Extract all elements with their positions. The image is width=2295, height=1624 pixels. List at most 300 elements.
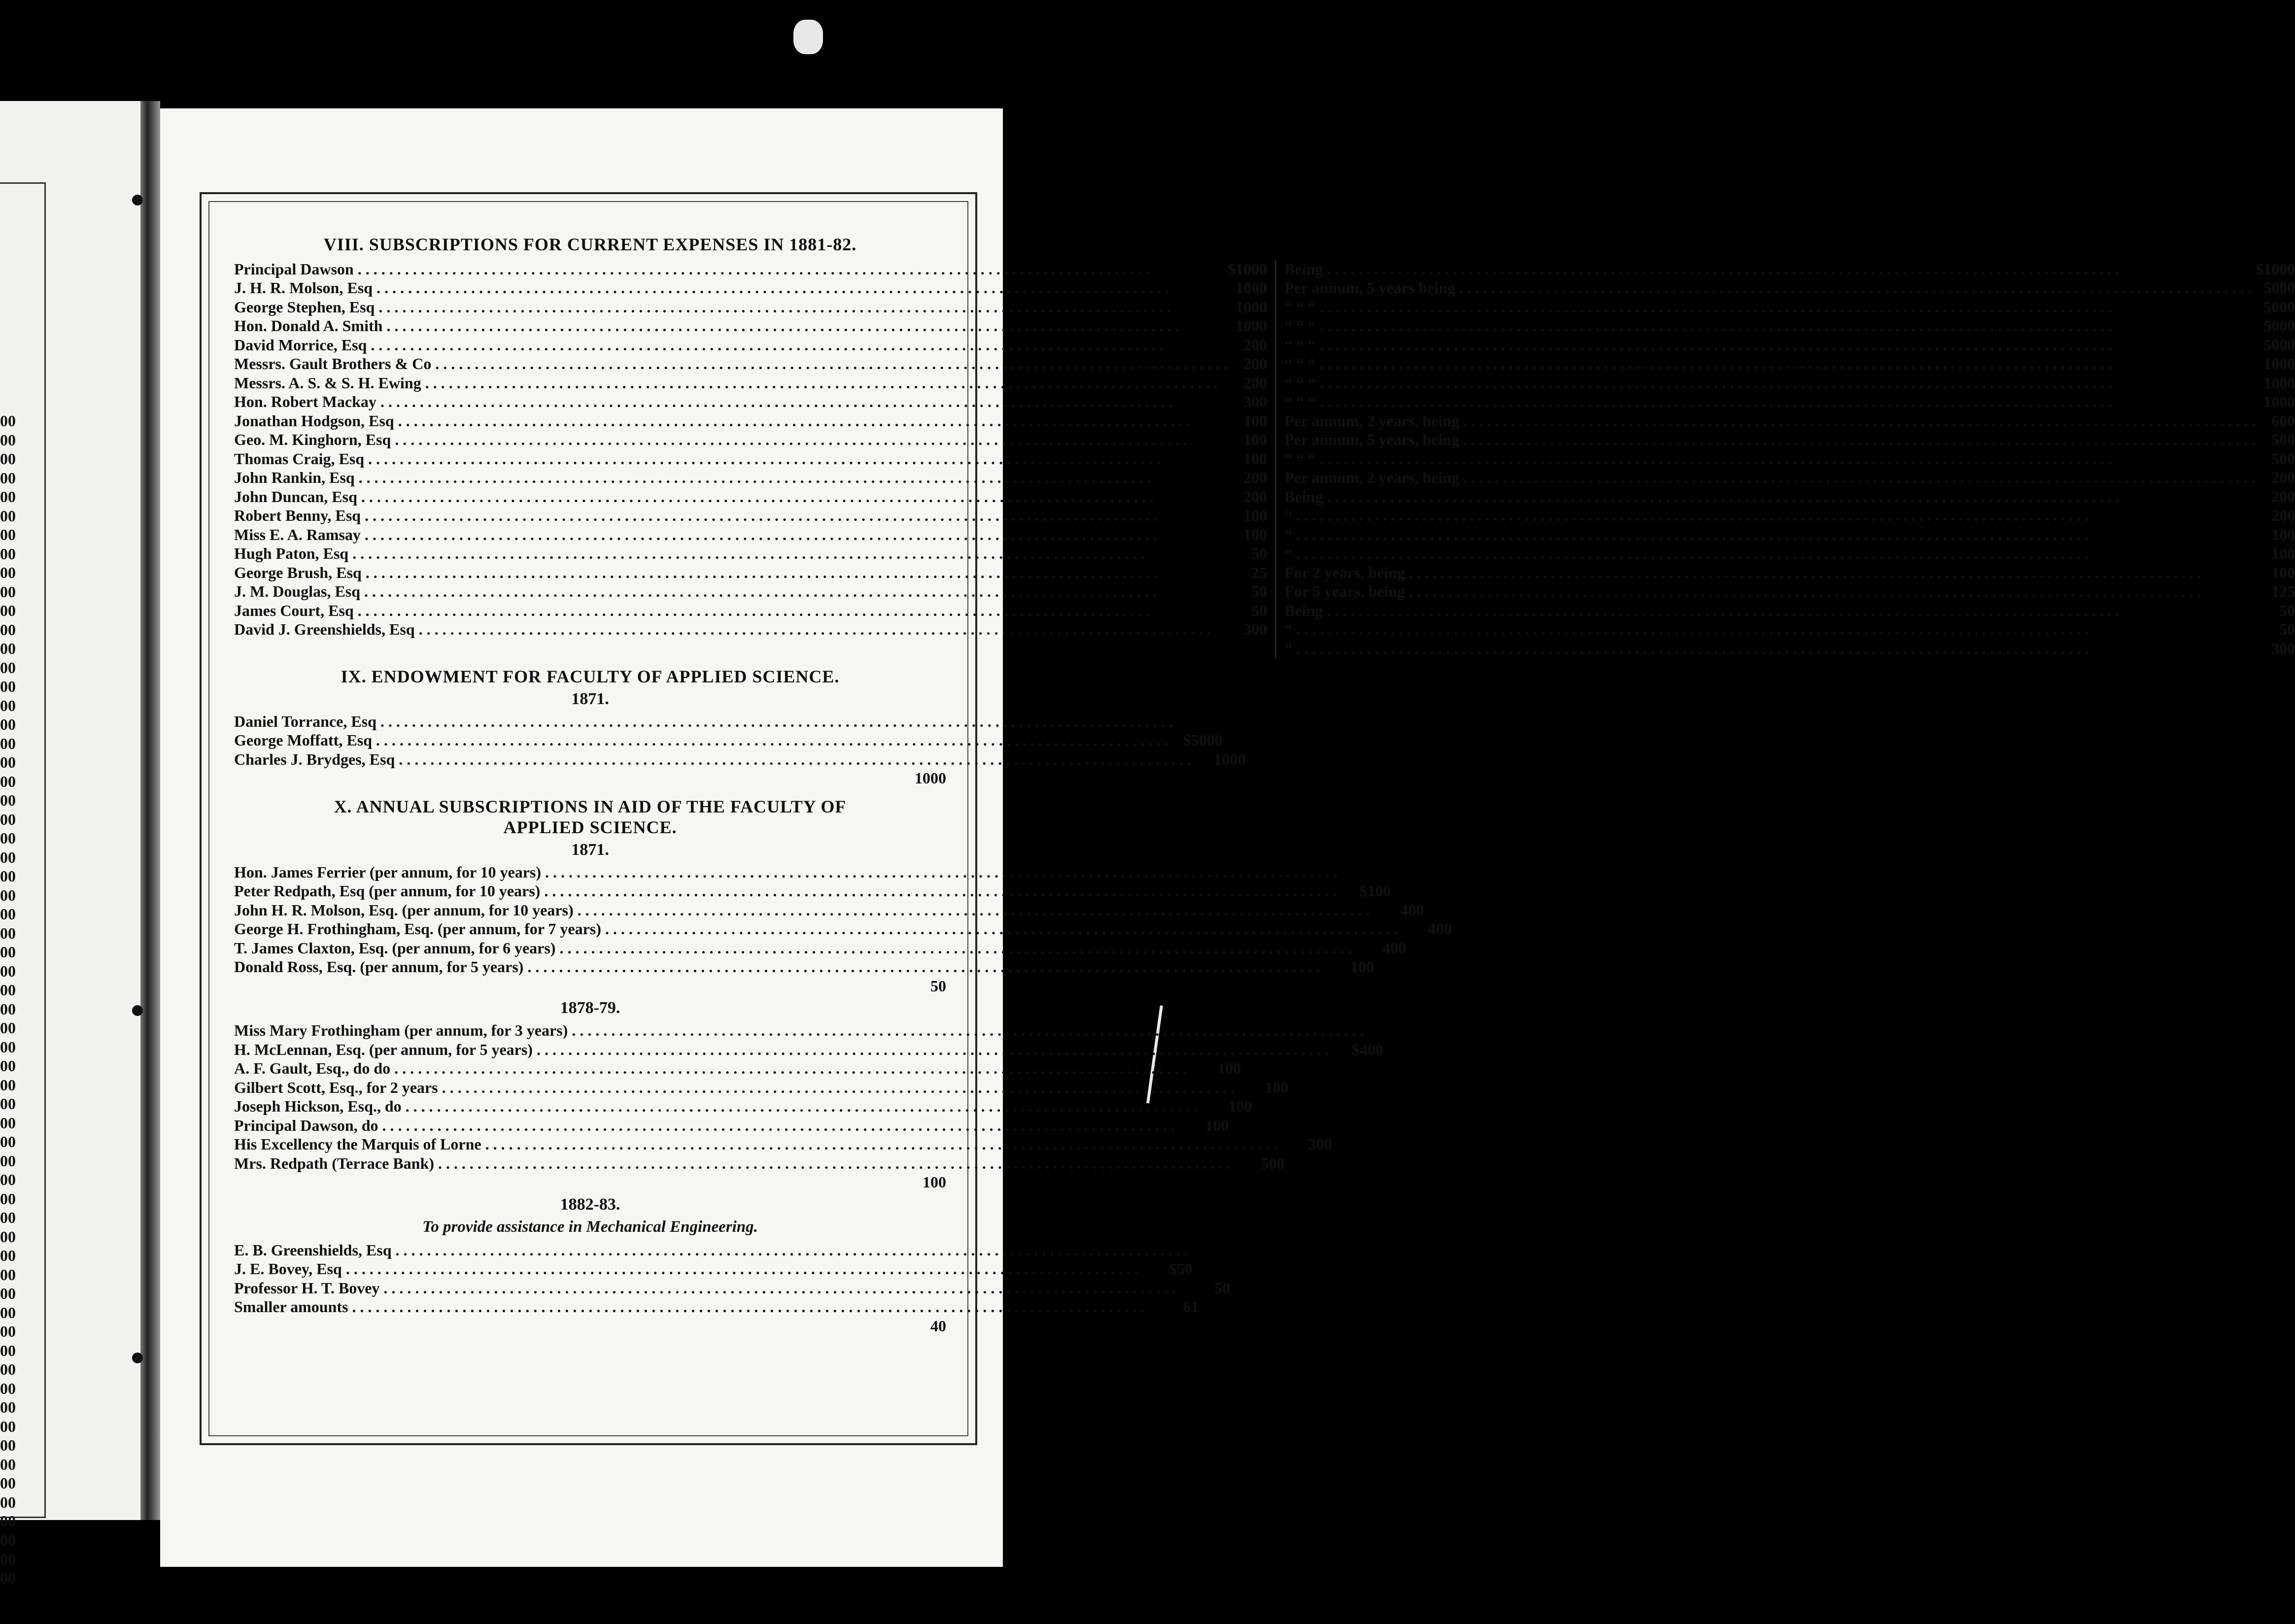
annual-amount: 200 — [1228, 487, 1276, 507]
previous-page-amount: 00 — [0, 1303, 16, 1321]
list-item — [234, 1135, 1332, 1154]
list-item-name-text: E. B. Greenshields, Esq . . . — [234, 1241, 1188, 1259]
list-item-name — [234, 731, 1168, 749]
previous-page-amount: 00 — [0, 696, 16, 714]
previous-page-amount: 00 — [0, 658, 16, 677]
subscription-basis — [1276, 373, 2256, 393]
list-item-amount: 61 — [1183, 1298, 1199, 1316]
previous-page-amount: 00 — [0, 677, 16, 695]
previous-page-amount: 00 — [0, 1076, 16, 1094]
previous-page-amount: 00 — [0, 1265, 16, 1284]
annual-amount: 200 — [1228, 373, 1276, 393]
annual-amount: 200 — [1228, 469, 1276, 488]
previous-page-amount: 00 — [0, 791, 16, 809]
subscriber-name-text: Hon. Robert Mackay . . . — [234, 393, 1173, 410]
previous-page-amount: 00 — [0, 1455, 16, 1473]
list-item-name-text: Mrs. Redpath (Terrace Bank) . . . — [234, 1154, 1231, 1172]
annual-amount: 100 — [1228, 507, 1276, 526]
subscription-basis-text: “ “ “ . . . — [1284, 355, 2112, 372]
previous-page-amount: 00 — [0, 469, 16, 487]
previous-page-amount: 00 — [0, 1227, 16, 1246]
book-spine — [140, 101, 160, 1520]
list-item-name — [234, 1241, 1188, 1259]
subscription-basis-text: Being . . . — [1284, 602, 2119, 619]
list-item-name-text: Principal Dawson, do . . . — [234, 1116, 1174, 1134]
subscription-basis — [1276, 487, 2256, 507]
subscription-total: 500 — [2271, 449, 2295, 468]
list-item-name — [234, 1298, 1144, 1316]
list-item — [234, 882, 1391, 901]
subscription-basis-text: “ “ “ . . . — [1284, 317, 2112, 335]
previous-page-edge — [0, 101, 143, 1587]
subscription-row — [234, 355, 2295, 374]
previous-page-amount: 00 — [0, 507, 16, 525]
previous-page-amount: 00 — [0, 526, 16, 543]
list-item-name-text: Hon. James Ferrier (per annum, for 10 years) . . . — [234, 863, 1337, 881]
list-item-amount: $5000 — [1183, 731, 1223, 749]
subscription-total: 100 — [2271, 544, 2295, 563]
list-item-amount: $400 — [1351, 1040, 1383, 1058]
previous-page-amount: 00 — [0, 602, 16, 619]
list-item-name-text: His Excellency the Marquis of Lorne . . . — [234, 1135, 1278, 1153]
subscriber-name — [234, 563, 1228, 582]
list-item-name-text: J. E. Bovey, Esq . . . — [234, 1260, 1138, 1278]
subscription-row — [234, 298, 2295, 317]
previous-page-amount: 00 — [0, 810, 16, 828]
annual-amount: 100 — [1228, 525, 1276, 544]
list-item-amount: 100 — [1217, 1059, 1241, 1077]
previous-page-amount: 00 — [0, 450, 16, 468]
subscription-total: 600 — [2271, 411, 2295, 430]
subscription-row — [234, 544, 2295, 564]
subscription-total: 200 — [2271, 487, 2295, 506]
previous-page-amount: 00 — [0, 1038, 16, 1056]
list-item-name — [234, 1116, 1174, 1135]
subscription-row — [234, 639, 2295, 658]
annual-amount — [1228, 639, 1276, 658]
subscription-basis — [1276, 639, 2256, 658]
previous-page-amount: 00 — [0, 848, 16, 866]
list-item-name-text: Joseph Hickson, Esq., do . . . — [234, 1097, 1198, 1115]
subscription-row — [234, 469, 2295, 488]
list-item-name — [234, 1097, 1198, 1116]
list-item — [234, 1021, 946, 1041]
previous-page-amount: 00 — [0, 886, 16, 904]
previous-page-amount: 00 — [0, 431, 16, 449]
annual-amount: 300 — [1228, 620, 1276, 640]
previous-page-amount: 00 — [0, 772, 16, 790]
section-10-title-line1: X. ANNUAL SUBSCRIPTIONS IN AID OF THE FACULTY OF — [334, 796, 847, 816]
annual-amount: 1000 — [1228, 317, 1276, 336]
subscriber-name — [234, 639, 1228, 658]
subscriber-name-text: Robert Benny, Esq . . . — [234, 507, 1157, 524]
subscriber-name-text: John Duncan, Esq . . . — [234, 488, 1154, 506]
subscription-total: 1000 — [2263, 355, 2295, 373]
list-item-name — [234, 958, 1320, 976]
subscription-row — [234, 563, 2295, 582]
previous-page-amount: 00 — [0, 1057, 16, 1075]
subscription-row — [234, 373, 2295, 393]
subscription-basis — [1276, 317, 2256, 336]
subscription-basis-text: “ “ “ . . . — [1284, 450, 2112, 468]
previous-page-amount: 00 — [0, 1417, 16, 1435]
subscription-total: 1000 — [2263, 393, 2295, 411]
subscription-basis-text: Being . . . — [1284, 488, 2119, 506]
annual-amount: 50 — [1228, 582, 1276, 602]
list-item — [234, 958, 1374, 977]
previous-page-amount: 00 — [0, 943, 16, 961]
annual-amount: 100 — [1228, 431, 1276, 450]
previous-page-amount: 00 — [0, 1360, 16, 1378]
section-8-title: VIII. SUBSCRIPTIONS FOR CURRENT EXPENSES IN 1881-82. — [323, 235, 857, 254]
list-item — [234, 1279, 1231, 1298]
subscription-row — [234, 336, 2295, 355]
subscription-row — [234, 487, 2295, 507]
subscriber-name — [234, 544, 1228, 564]
subscriber-name-text: John Rankin, Esq . . . — [234, 469, 1151, 486]
subscription-basis-text: “ . . . — [1284, 544, 2089, 562]
subscriber-name — [234, 298, 1228, 317]
previous-page-amount: 00 — [0, 867, 16, 885]
annual-subscriptions-1878 — [234, 1021, 1383, 1192]
subscription-total: 200 — [2271, 507, 2295, 525]
subscription-basis — [1276, 582, 2256, 602]
subscriber-name-text: George Stephen, Esq . . . — [234, 298, 1171, 316]
subscription-total: 5000 — [2263, 298, 2295, 316]
subscription-basis — [1276, 393, 2256, 412]
list-item-name-text: Smaller amounts . . . — [234, 1298, 1144, 1316]
subscription-basis — [1276, 431, 2256, 450]
subscription-total: 500 — [2271, 431, 2295, 449]
subscription-basis-text: “ “ “ . . . — [1284, 336, 2112, 354]
list-item-amount: 300 — [1308, 1135, 1332, 1153]
previous-page-amount: 00 — [0, 1398, 16, 1416]
list-item-name-text: Miss Mary Frothingham (per annum, for 3 years) . . . — [234, 1021, 1364, 1039]
list-item-amount: 100 — [923, 1173, 946, 1191]
subscriber-name-text: Geo. M. Kinghorn, Esq . . . — [234, 431, 1187, 448]
subscriber-name-text: Miss E. A. Ramsay . . . — [234, 526, 1157, 543]
subscription-basis-text: Being . . . — [1284, 260, 2119, 278]
list-item-amount: 50 — [1214, 1279, 1231, 1297]
list-item-name — [234, 882, 1336, 900]
previous-page-amount: 00 — [0, 1209, 16, 1226]
previous-page-amount: 00 — [0, 1512, 16, 1530]
list-item — [234, 977, 946, 996]
list-item-amount: 400 — [1400, 901, 1424, 919]
previous-page-amount: 00 — [0, 753, 16, 771]
subscription-row — [234, 525, 2295, 544]
list-item-amount: 1000 — [1214, 750, 1246, 768]
list-item — [234, 901, 1424, 920]
list-item — [234, 750, 1246, 770]
subscription-total: 100 — [2271, 525, 2295, 543]
previous-page-amount: 00 — [0, 1493, 16, 1511]
list-item-name — [234, 1279, 1176, 1297]
subscription-basis-text: “ . . . — [1284, 620, 2089, 638]
list-item — [234, 920, 1452, 939]
list-item-name — [234, 901, 1370, 919]
previous-page-amount: 00 — [0, 1000, 16, 1018]
list-item-name-text: Daniel Torrance, Esq . . . — [234, 712, 1173, 730]
previous-page-amount: 00 — [0, 544, 16, 563]
subscriber-name — [234, 525, 1228, 544]
previous-page-amount: 00 — [0, 1189, 16, 1208]
list-item-amount: 1000 — [915, 769, 946, 787]
list-item-name — [234, 750, 1191, 769]
previous-page-amount: 00 — [0, 640, 16, 657]
subscription-total: 5000 — [2263, 317, 2295, 335]
list-item-name — [234, 1059, 1187, 1078]
annual-amount: 50 — [1228, 544, 1276, 564]
subscriber-name — [234, 601, 1228, 620]
previous-page-amount: 00 — [0, 924, 16, 942]
list-item-name — [234, 1135, 1278, 1153]
previous-page-amount: 00 — [0, 1247, 16, 1264]
list-item-name — [234, 1021, 1364, 1040]
list-item — [234, 712, 946, 732]
binding-hole — [132, 1353, 143, 1363]
subscription-basis — [1276, 260, 2256, 279]
subscription-basis-text: For 5 years, being . . . — [1284, 582, 2201, 600]
previous-page-amount: 00 — [0, 829, 16, 847]
subscriber-name-text: J. H. R. Molson, Esq . . . — [234, 279, 1169, 297]
subscription-basis-text: “ “ “ . . . — [1284, 393, 2112, 410]
subscription-row — [234, 260, 2295, 279]
subscriber-name — [234, 260, 1228, 279]
subscriptions-table — [234, 260, 2295, 658]
list-item-name-text: George Moffatt, Esq . . . — [234, 731, 1168, 749]
annual-subscriptions-1871 — [234, 863, 1452, 996]
previous-page-amount: 00 — [0, 620, 16, 639]
subscriber-name — [234, 582, 1228, 602]
list-item — [234, 1078, 1289, 1098]
list-item — [234, 1260, 1193, 1279]
subscriber-name-text: Messrs. A. S. & S. H. Ewing . . . — [234, 374, 1218, 392]
previous-page-amount: 00 — [0, 412, 16, 430]
list-item — [234, 1059, 1241, 1079]
subscription-basis-text: “ . . . — [1284, 640, 2089, 657]
list-item — [234, 1040, 1383, 1060]
section-9-year: 1871. — [571, 689, 609, 708]
subscription-total: 50 — [2279, 601, 2295, 619]
subscriber-name-text: J. M. Douglas, Esq . . . — [234, 582, 1157, 600]
list-item-amount: $50 — [1168, 1260, 1193, 1278]
subscription-basis-text: Per annum, 2 years, being . . . — [1284, 412, 2256, 430]
list-item-amount: $100 — [1359, 882, 1391, 900]
list-item-name — [234, 1079, 1234, 1097]
subscription-basis-text: For 2 years, being . . . — [1284, 564, 2201, 581]
subscriber-name-text: James Court, Esq . . . — [234, 602, 1150, 619]
list-item-name-text: John H. R. Molson, Esq. (per annum, for 10 years) . . . — [234, 901, 1370, 919]
subscription-row — [234, 279, 2295, 298]
list-item — [234, 1317, 946, 1336]
annual-amount: $1000 — [1228, 260, 1276, 279]
list-item — [234, 939, 1406, 958]
annual-amount: 50 — [1228, 601, 1276, 620]
subscription-basis — [1276, 563, 2256, 582]
subscriber-name — [234, 411, 1228, 431]
previous-page-amount: 00 — [0, 582, 16, 601]
annual-amount: 100 — [1228, 411, 1276, 431]
subscription-total: 100 — [2271, 563, 2295, 581]
subscription-basis-text: Per annum, 5 years being . . . — [1284, 279, 2252, 297]
list-item-amount: 100 — [1350, 958, 1374, 976]
subscription-total: 200 — [2271, 469, 2295, 487]
subscription-basis — [1276, 279, 2256, 298]
subscriber-name-text: David J. Greenshields, Esq . . . — [234, 620, 1211, 638]
list-item-name-text: Gilbert Scott, Esq., for 2 years . . . — [234, 1079, 1234, 1096]
section-9 — [234, 666, 1246, 788]
subscription-row — [234, 431, 2295, 450]
subscription-row — [234, 393, 2295, 412]
subscription-basis — [1276, 449, 2256, 469]
subscriber-name — [234, 373, 1228, 393]
previous-page-amount: 00 — [0, 1114, 16, 1132]
binding-hole — [132, 1005, 143, 1016]
list-item — [234, 1298, 1199, 1317]
previous-page-amount: 00 — [0, 962, 16, 980]
previous-page-amount: 00 — [0, 564, 16, 581]
list-item-name-text: Peter Redpath, Esq (per annum, for 10 years) . . . — [234, 882, 1336, 900]
subscription-basis-text: Per annum, 5 years, being . . . — [1284, 431, 2256, 448]
subscription-row — [234, 449, 2295, 469]
annual-amount: 300 — [1228, 393, 1276, 412]
list-item — [234, 863, 946, 882]
previous-page-amount: 00 — [0, 1095, 16, 1113]
subscription-basis — [1276, 336, 2256, 355]
previous-page-amount: 00 — [0, 1133, 16, 1150]
previous-page-amount: 00 — [0, 1531, 16, 1549]
subscriber-name — [234, 449, 1228, 469]
subscriber-name — [234, 317, 1228, 336]
previous-page-amount: 00 — [0, 1474, 16, 1492]
subscription-row — [234, 601, 2295, 620]
subscriber-name — [234, 393, 1228, 412]
annual-amount: 200 — [1228, 336, 1276, 355]
subscription-total: 1000 — [2263, 373, 2295, 392]
list-item-name — [234, 712, 1173, 731]
list-item — [234, 1116, 1229, 1136]
previous-page-amount: 00 — [0, 1379, 16, 1397]
subscriber-name-text: Principal Dawson . . . — [234, 260, 1150, 278]
previous-page-amount: 00 — [0, 981, 16, 999]
previous-page-amount: 00 — [0, 1322, 16, 1340]
subscription-basis-text: “ . . . — [1284, 507, 2089, 524]
subscriber-name-text: Messrs. Gault Brothers & Co . . . — [234, 355, 1228, 372]
previous-page-amount: 00 — [0, 1151, 16, 1170]
subscriber-name-text: Thomas Craig, Esq . . . — [234, 450, 1161, 468]
page-content — [234, 234, 2295, 1336]
list-item — [234, 1241, 946, 1260]
subscription-total: 5000 — [2263, 336, 2295, 354]
previous-page-amount: 00 — [0, 1285, 16, 1302]
subscription-basis — [1276, 620, 2256, 640]
binding-hole — [132, 195, 143, 205]
list-item-name-text: H. McLennan, Esq. (per annum, for 5 years) . . . — [234, 1041, 1329, 1058]
list-item — [234, 769, 946, 788]
endowment-list — [234, 712, 1246, 788]
list-item-amount: 50 — [930, 977, 946, 995]
annual-amount: 200 — [1228, 355, 1276, 374]
list-item-name — [234, 920, 1398, 938]
subscriber-name — [234, 355, 1228, 374]
list-item-name-text: Donald Ross, Esq. (per annum, for 5 years) . . . — [234, 958, 1320, 976]
section-10-year-1871: 1871. — [571, 840, 609, 859]
subscriber-name — [234, 469, 1228, 488]
previous-page-amount: 00 — [0, 1019, 16, 1037]
list-item-amount: 100 — [1265, 1078, 1289, 1096]
subscriber-name-text: David Morrice, Esq . . . — [234, 336, 1163, 354]
subscriber-name — [234, 336, 1228, 355]
subscription-total: $1000 — [2256, 260, 2295, 278]
annual-subscriptions-1882 — [234, 1241, 1231, 1336]
subscription-row — [234, 507, 2295, 526]
subscription-basis-text: “ “ “ . . . — [1284, 374, 2112, 392]
subscriber-name — [234, 279, 1228, 298]
list-item-amount: 100 — [1228, 1097, 1252, 1115]
subscription-basis-text: Per annum, 2 years, being . . . — [1284, 469, 2256, 486]
list-item-name — [234, 1041, 1329, 1059]
list-item-amount: 400 — [1428, 920, 1452, 938]
section-10-year-1882: 1882-83. — [560, 1195, 620, 1214]
list-item-amount: 40 — [930, 1317, 946, 1335]
previous-page-amount: 00 — [0, 1436, 16, 1454]
subscription-row — [234, 582, 2295, 602]
subscription-basis — [1276, 507, 2256, 526]
previous-page-amount: 00 — [0, 488, 16, 506]
annual-amount: 100 — [1228, 449, 1276, 469]
list-item — [234, 1097, 1252, 1116]
subscription-row — [234, 411, 2295, 431]
subscription-basis — [1276, 298, 2256, 317]
previous-page-amount: 00 — [0, 1550, 16, 1568]
subscription-basis — [1276, 469, 2256, 488]
subscription-basis — [1276, 544, 2256, 564]
list-item-name-text: T. James Claxton, Esq. (per annum, for 6 years) . . . — [234, 939, 1352, 957]
subscriber-name-text: George Brush, Esq . . . — [234, 564, 1158, 581]
section-10 — [234, 796, 1452, 1336]
subscriber-name-text: Hugh Paton, Esq . . . — [234, 544, 1145, 562]
mechanical-engineering-note: To provide assistance in Mechanical Engineering. — [422, 1218, 758, 1236]
previous-page-amount: 00 — [0, 715, 16, 733]
annual-amount: 25 — [1228, 563, 1276, 582]
list-item-name-text: George H. Frothingham, Esq. (per annum, for 7 years) . . . — [234, 920, 1398, 938]
subscriber-name — [234, 431, 1228, 450]
previous-page-amount: 00 — [0, 1569, 16, 1587]
subscription-basis-text: “ “ “ . . . — [1284, 298, 2112, 316]
subscription-basis — [1276, 601, 2256, 620]
subscriber-name-text: Jonathan Hodgson, Esq . . . — [234, 412, 1191, 430]
subscription-total: 5000 — [2263, 279, 2295, 297]
list-item-name-text: Charles J. Brydges, Esq . . . — [234, 750, 1191, 768]
subscription-total: 300 — [2271, 639, 2295, 657]
list-item — [234, 1154, 1285, 1174]
previous-page-amount-column — [0, 411, 19, 1588]
list-item-amount: 500 — [1261, 1154, 1285, 1172]
list-item-amount: 100 — [1205, 1116, 1229, 1134]
subscription-total: 125 — [2271, 582, 2295, 601]
previous-page-amount: 00 — [0, 905, 16, 923]
subscription-basis — [1276, 355, 2256, 374]
subscription-row — [234, 620, 2295, 640]
list-item-name — [234, 863, 1337, 881]
list-item — [234, 731, 1223, 750]
list-item-name — [234, 1260, 1138, 1278]
list-item-name-text: A. F. Gault, Esq., do do . . . — [234, 1059, 1187, 1077]
annual-amount: 1000 — [1228, 279, 1276, 298]
subscription-row — [234, 317, 2295, 336]
list-item-amount: 400 — [1382, 939, 1406, 957]
